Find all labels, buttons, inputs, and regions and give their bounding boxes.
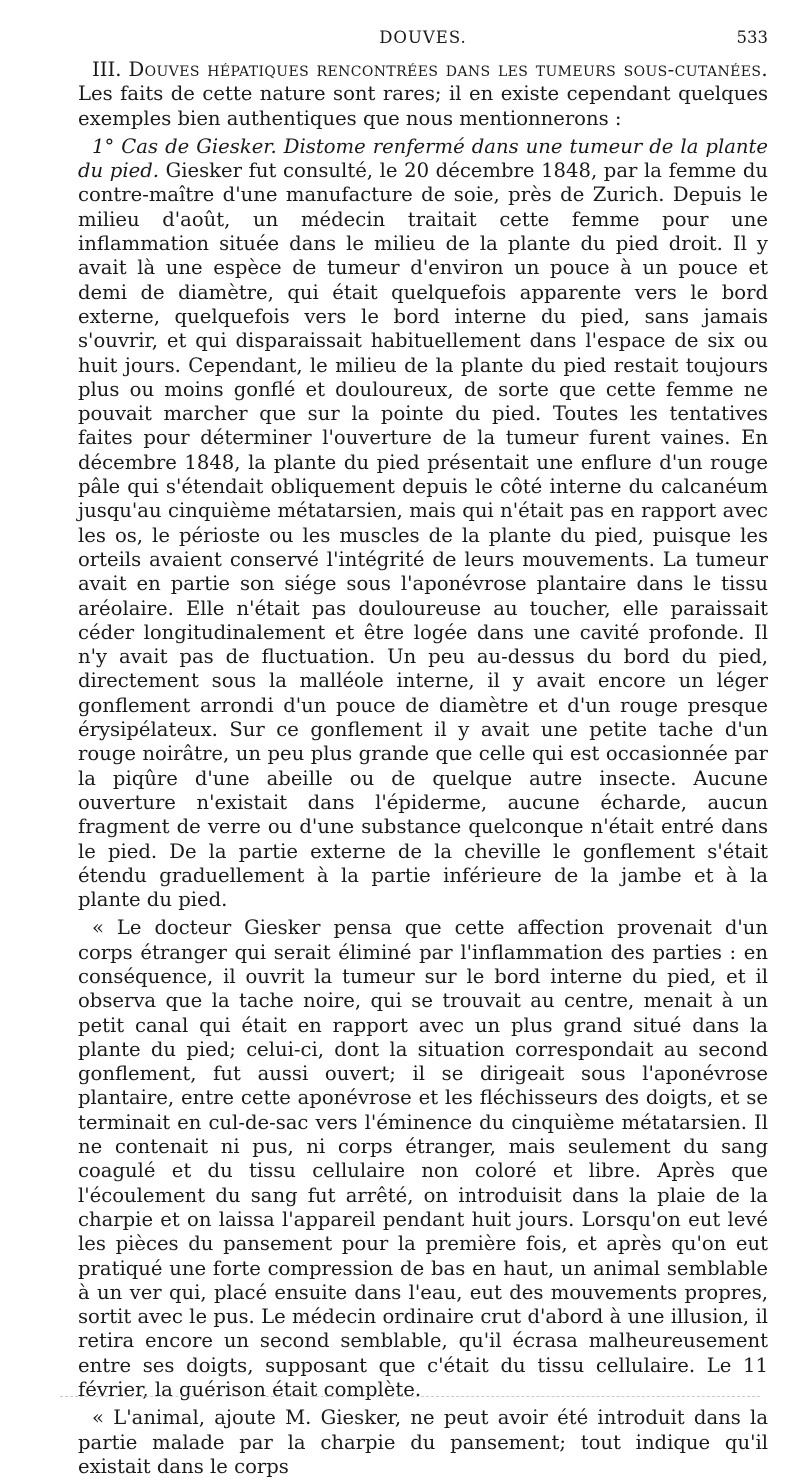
running-header [78, 28, 768, 52]
section-intro-text: Les faits de cette nature sont rares; il en existe cependant quelques exemples bien authentiques que nous mentionnerons : [78, 82, 768, 130]
section-intro-paragraph [78, 58, 768, 131]
running-title: DOUVES. [379, 28, 467, 47]
page-body [78, 58, 768, 1483]
case-subtitle: Distome renfermé dans une tumeur de la plante du pied. [78, 134, 769, 183]
body-paragraph-2: « Le docteur Giesker pensa que cette affection provenait d'un corps étranger qui serait éliminé par l'inflammation des parties : en conséquence, il ouvrit la tumeur sur le bord interne du pied, et il observa que la tache noire, qui se trouvait au centre, menait à un petit canal qui était en rapport avec un plus grand situé dans la plante du pied; celui-ci, dont la situation correspondait au second gonflement, fut aussi ouvert; il se dirigeait sous l'aponévrose plantaire, entre cette aponévrose et les fléchisseurs des doigts, et se terminait en cul-de-sac vers l'éminence du cinquième métatarsien. Il ne contenait ni pus, ni corps étranger, mais seulement du sang coagulé et du tissu cellulaire non coloré et libre. Après que l'écoulement du sang fut arrêté, on introduisit dans la plaie de la charpie et on laissa l'appareil pendant huit jours. Lorsqu'on eut levé les pièces du pansement pour la première fois, et après qu'on eut pratiqué une forte compression de bas en haut, un animal semblable à un ver qui, placé ensuite dans l'eau, eut des mouvements propres, sortit avec le pus. Le médecin ordinaire crut d'abord à une illusion, il retira encore un second semblable, qu'il écrasa malheureusement entre ses doigts, supposant que c'était du tissu cellulaire. Le 11 février, la guérison était complète. [78, 916, 768, 1402]
page-number: 533 [736, 28, 768, 47]
section-heading: Douves hépatiques rencontrées dans les tumeurs sous-cutanées. [128, 58, 768, 81]
case-label: 1° Cas de Giesker. [92, 134, 277, 158]
body-paragraph-3: « L'animal, ajoute M. Giesker, ne peut avoir été introduit dans la partie malade par la charpie du pansement; tout indique qu'il existait dans le corps [78, 1406, 768, 1478]
case-text: Giesker fut consulté, le 20 décembre 1848, par la femme du contre-maître d'une manufacture de soie, près de Zurich. Depuis le milieu d'août, un médecin traitait cette femme pour une inflammation située dans le milieu de la plante du pied droit. Il y avait là une espèce de tumeur d'environ un pouce à un pouce et demi de diamètre, qui était quelquefois apparente vers le bord externe, quelquefois vers le bord interne du pied, sans jamais s'ouvrir, et qui disparaissait habituellement dans l'espace de six ou huit jours. Cependant, le milieu de la plante du pied restait toujours plus ou moins gonflé et douloureux, de sorte que cette femme ne pouvait marcher que sur la pointe du pied. Toutes les tentatives faites pour déterminer l'ouverture de la tumeur furent vaines. En décembre 1848, la plante du pied présentait une enflure d'un rouge pâle qui s'étendait obliquement depuis le côté interne du calcanéum jusqu'au cinquième métatarsien, mais qui n'était pas en rapport avec les os, le périoste ou les muscles de la plante du pied, puisque les orteils avaient conservé l'intégrité de leurs mouvements. La tumeur avait en partie son siége sous l'aponévrose plantaire dans le tissu aréolaire. Elle n'était pas douloureuse au toucher, elle paraissait céder longitudinalement et être logée dans une cavité profonde. Il n'y avait pas de fluctuation. Un peu au-dessus du bord du pied, directement sous la malléole interne, il y avait encore un léger gonflement arrondi d'un pouce de diamètre et d'un rouge presque érysipélateux. Sur ce gonflement il y avait une petite tache d'un rouge noirâtre, un peu plus grande que celle qui est occasionnée par la piqûre d'une abeille ou de quelque autre insecte. Aucune ouverture n'existait dans l'épiderme, aucune écharde, aucun fragment de verre ou d'une substance quelconque n'était entré dans le pied. De la partie externe de la cheville le gonflement s'était étendu graduellement à la partie inférieure de la jambe et à la plante du pied. [78, 159, 768, 912]
scan-artifact-dotted-line [60, 1396, 760, 1397]
case-paragraph [78, 135, 768, 913]
section-number: III. [92, 58, 122, 81]
